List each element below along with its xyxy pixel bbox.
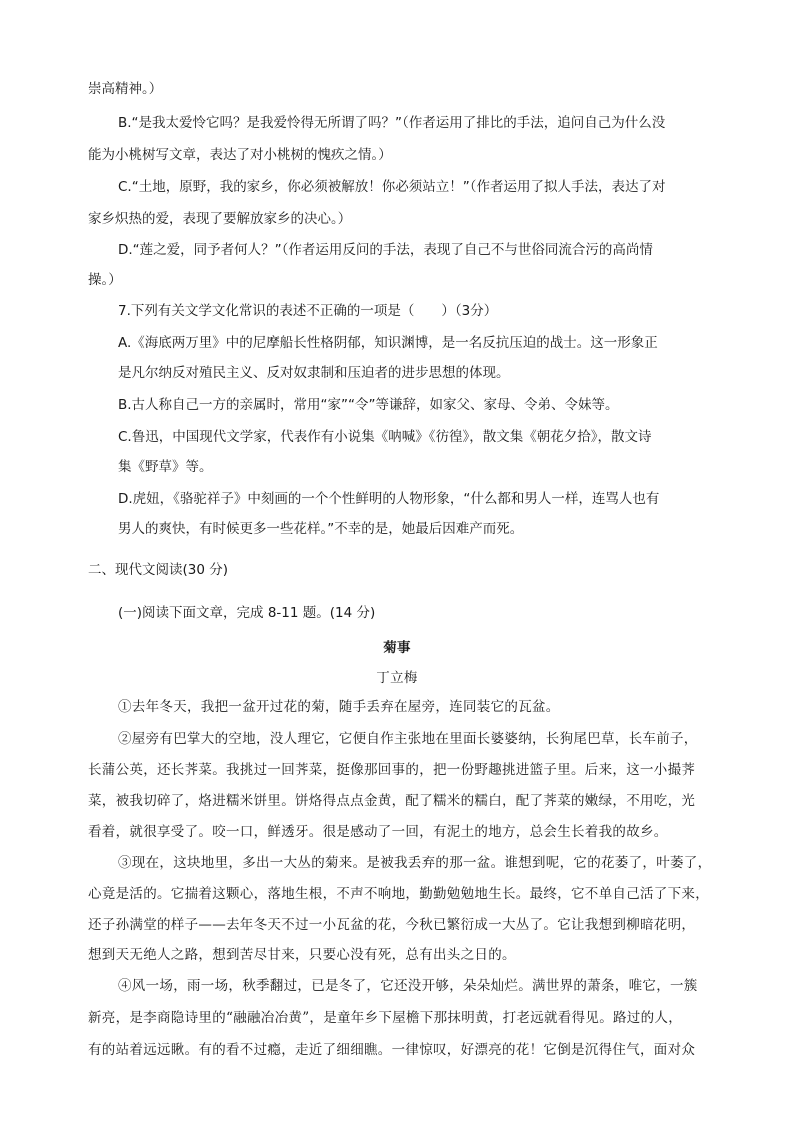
story-p2-line4: 看着，就很享受了。咬一口，鲜透牙。很是感动了一回，有泥土的地方，总会生长着我的故乡。 [88, 824, 668, 840]
q6-option-d-line2: 操。） [88, 272, 122, 288]
story-p3-line3: 还子孙满堂的样子——去年冬天不过一小瓦盆的花，今秋已繁衍成一大丛了。它让我想到柳暗花明， [88, 917, 696, 933]
q7-stem: 7.下列有关文学文化常识的表述不正确的一项是（ ）（3分） [118, 303, 498, 319]
q6-tail-line: 崇高精神。） [88, 81, 163, 97]
q6-option-c-line2: 家乡炽热的爱，表现了要解放家乡的决心。） [88, 211, 352, 227]
q7-option-b-line1: B.古人称自己一方的亲属时，常用“家”“令”等谦辞，如家父、家母、令弟、令妹等。 [118, 397, 619, 413]
story-p1-line1: ①去年冬天，我把一盆开过花的菊，随手丢弃在屋旁，连同装它的瓦盆。 [118, 699, 560, 715]
story-p3-line2: 心竟是活的。它揣着这颗心，落地生根，不声不响地，勤勤勉勉地生长。最终，它不单自己活了下来， [88, 886, 709, 902]
q7-option-d-line2: 男人的爽快，有时候更多一些花样。”不幸的是，她最后因难产而死。 [118, 521, 524, 537]
q7-option-c-line1: C.鲁迅，中国现代文学家，代表作有小说集《呐喊》《彷徨》，散文集《朝花夕拾》，散文诗 [118, 429, 652, 445]
q7-option-a-line1: A.《海底两万里》中的尼摩船长性格阴郁，知识渊博，是一名反抗压迫的战士。这一形象正 [118, 335, 658, 351]
sub-section-1-heading: (一)阅读下面文章，完成 8-11 题。(14 分) [118, 605, 376, 621]
story-p3-line4: 想到天无绝人之路，想到苦尽甘来，只要心没有死，总有出头之日的。 [88, 947, 516, 963]
q6-option-b-line2: 能为小桃树写文章，表达了对小桃树的愧疚之情。） [88, 147, 392, 163]
story-p2-line1: ②屋旁有巴掌大的空地，没人理它，它便自作主张地在里面长婆婆纳，长狗尾巴草，长车前子， [118, 731, 698, 747]
q6-option-d-line1: D.“莲之爱，同予者何人？”（作者运用反问的手法，表现了自己不与世俗同流合污的高尚情 [118, 242, 653, 258]
q7-option-d-line1: D.虎妞，《骆驼祥子》中刻画的一个个性鲜明的人物形象，“什么都和男人一样，连骂人也有 [118, 491, 660, 507]
story-p4-line3: 有的站着远远瞅。有的看不过瘾，走近了细细瞧。一律惊叹，好漂亮的花！它倒是沉得住气，面对众 [88, 1042, 696, 1058]
section-2-heading: 二、现代文阅读(30 分) [88, 562, 229, 578]
story-p4-line1: ④风一场，雨一场，秋季翻过，已是冬了，它还没开够，朵朵灿烂。满世界的萧条，唯它，一簇 [118, 978, 698, 994]
story-author: 丁立梅 [376, 670, 418, 686]
story-title: 菊事 [383, 640, 411, 656]
story-p3-line1: ③现在，这块地里，多出一大丛的菊来。是被我丢弃的那一盆。谁想到呢，它的花萎了，叶萎了， [118, 855, 712, 871]
q6-option-c-line1: C.“土地，原野，我的家乡，你必须被解放！你必须站立！”（作者运用了拟人手法，表达了对 [118, 179, 666, 195]
q7-option-c-line2: 集《野草》等。 [118, 459, 213, 475]
q6-option-b-line1: B.“是我太爱怜它吗？是我爱怜得无所谓了吗？”（作者运用了排比的手法，追问自己为什么没 [118, 115, 666, 131]
q7-option-a-line2: 是凡尔纳反对殖民主义、反对奴隶制和压迫者的进步思想的体现。 [118, 365, 510, 381]
story-p2-line3: 菜，被我切碎了，烙进糯米饼里。饼烙得点点金黄，配了糯米的糯白，配了荠菜的嫩绿，不用吃，光 [88, 793, 696, 809]
story-p2-line2: 长蒲公英，还长荠菜。我挑过一回荠菜，挺像那回事的，把一份野趣挑进篮子里。后来，这一小撮荠 [88, 762, 696, 778]
story-p4-line2: 新亮，是李商隐诗里的“融融冶冶黄”，是童年乡下屋檐下那抹明黄，打老远就看得见。路过的人， [88, 1010, 683, 1026]
